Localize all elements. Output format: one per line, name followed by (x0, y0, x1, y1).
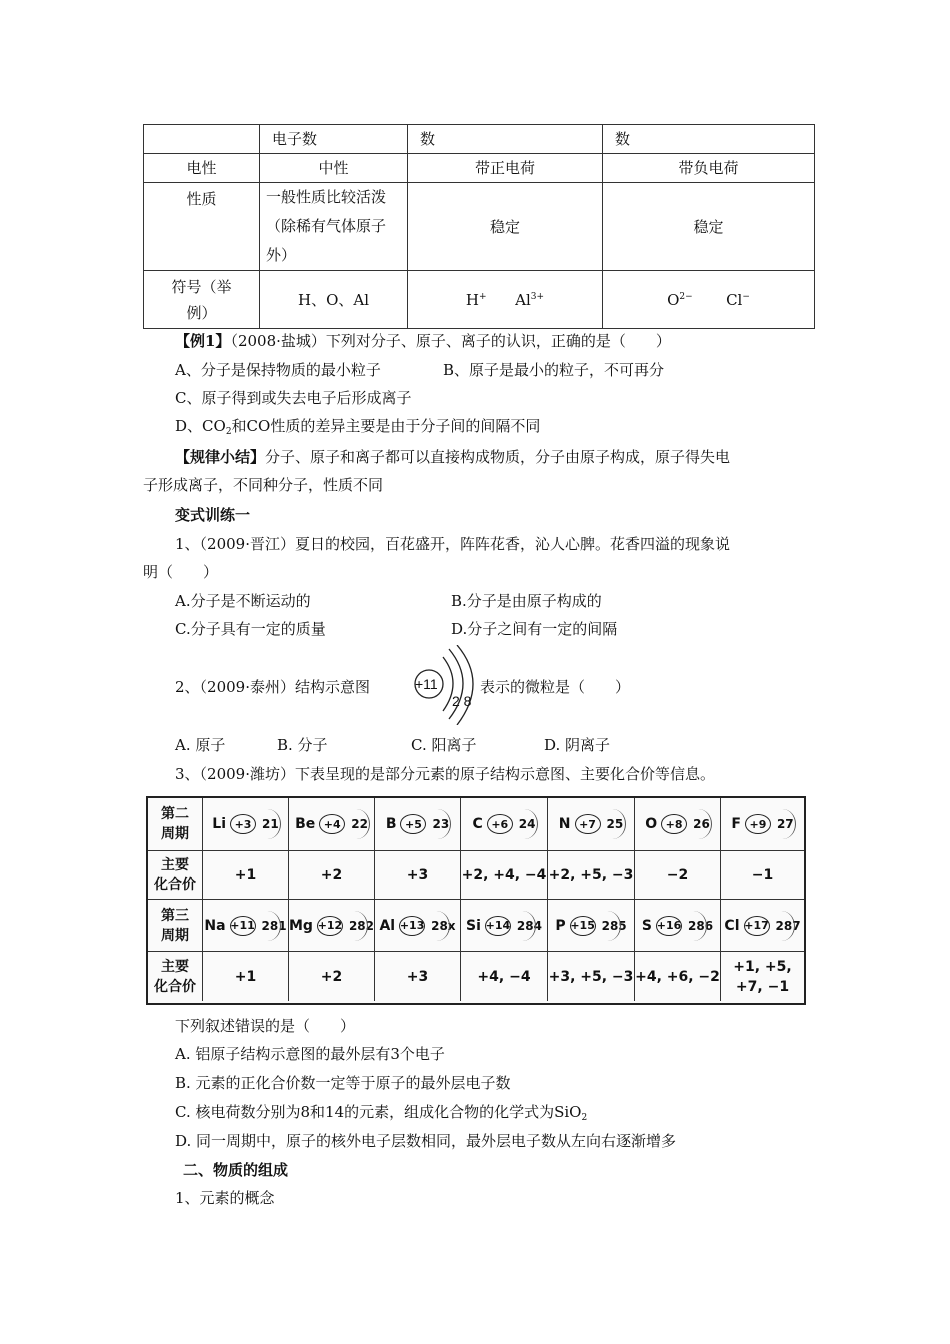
table-cell: 稳定 (603, 183, 815, 271)
element-cell-s (635, 900, 721, 951)
period2-row (148, 798, 804, 850)
ion-charge: 2− (679, 291, 693, 302)
table-cell: 中性 (260, 154, 408, 183)
q1-option-b: B.分子是由原子构成的 (451, 592, 602, 610)
option-d-text: D、CO (175, 417, 226, 435)
element-cell-p (548, 900, 635, 951)
valence-cell: +2 (289, 851, 375, 899)
shell-electrons: 281 (261, 918, 287, 933)
label-line: 主要 (161, 857, 189, 873)
table-cell (144, 271, 260, 329)
sodium-ion-structure-diagram (405, 645, 485, 725)
nucleus: +5 (400, 814, 426, 834)
table-cell (603, 271, 815, 329)
label-line: 周期 (161, 927, 189, 944)
nucleus: +4 (319, 814, 345, 834)
nucleus: +7 (575, 814, 601, 834)
q2-option-c: C. 阳离子 (411, 736, 477, 754)
shell-electrons: 284 (516, 918, 542, 933)
summary-line2: 子形成离子，不同种分子，性质不同 (143, 476, 384, 494)
q3-stem: 3、（2009·潍坊）下表呈现的是部分元素的原子结构示意图、主要化合价等信息。 (175, 765, 715, 783)
table-cell: 数 (603, 125, 815, 154)
valence-label (148, 851, 203, 899)
shell-electrons: 24 (518, 817, 536, 831)
subscript: 2 (225, 427, 232, 437)
electron-shell-arc (457, 645, 473, 725)
ion-symbol: Al (515, 290, 531, 309)
element-symbol: S (641, 917, 653, 934)
q2-stem-cont: 表示的微粒是（ ） (480, 678, 631, 696)
section-heading: 二、物质的组成 (183, 1161, 289, 1179)
valence-cell: +2 (289, 952, 375, 1001)
shell-electrons: 287 (775, 918, 801, 933)
valence-cell: +1 (203, 952, 289, 1001)
element-cell-be (289, 798, 375, 850)
table-cell (260, 183, 408, 271)
q2-option-a: A. 原子 (175, 736, 226, 754)
q1-option-a: A.分子是不断运动的 (175, 592, 311, 610)
label-line: 化合价 (154, 877, 196, 893)
element-symbol: O (645, 816, 658, 832)
element-symbol: B (385, 816, 397, 832)
valence-cell: +3 (375, 952, 461, 1001)
table-cell-line: 例） (186, 303, 217, 322)
ion-charge: − (742, 291, 750, 302)
valence-cell: +2, +5, −3 (548, 851, 635, 899)
element-symbol: Si (466, 917, 481, 934)
table-cell-line: （除稀有气体原子 (266, 217, 387, 235)
table-cell: 数 (408, 125, 603, 154)
subscript: 2 (581, 1113, 588, 1123)
ion-charge: + (479, 291, 487, 302)
table-cell: H、O、Al (260, 271, 408, 329)
example-stem (175, 330, 671, 351)
element-symbol: Al (379, 917, 396, 934)
ion-symbol: H (465, 290, 479, 309)
valence-cell: +4, −4 (461, 952, 548, 1001)
nucleus: +3 (230, 814, 256, 834)
valence-cell: +4, +6, −2 (635, 952, 721, 1001)
element-cell-b (375, 798, 461, 850)
nucleus: +16 (656, 916, 682, 936)
q1-option-c: C.分子具有一定的质量 (175, 620, 326, 638)
table-cell: 性质 (144, 183, 260, 271)
element-cell-al (375, 900, 461, 951)
shell-electrons: 21 (262, 817, 279, 831)
q3-option-a: A. 铝原子结构示意图的最外层有3个电子 (175, 1045, 445, 1063)
summary-line1 (175, 446, 730, 467)
valence-line: +1, +5, (733, 958, 792, 975)
table-cell-line: 一般性质比较活泼 (266, 188, 387, 206)
element-info-table (146, 796, 806, 1005)
nucleus: +12 (317, 916, 343, 936)
element-symbol: P (555, 917, 566, 934)
option-a: A、分子是保持物质的最小粒子 (175, 361, 381, 379)
option-d-text: 和CO性质的差异主要是由于分子间的间隔不同 (231, 417, 541, 435)
valence-cell: +3, +5, −3 (548, 952, 635, 1001)
q2-stem: 2、（2009·泰州）结构示意图 (175, 678, 370, 696)
valence-cell (721, 952, 804, 1001)
table-cell-line: 符号（举 (171, 277, 232, 296)
table-cell: 带负电荷 (603, 154, 815, 183)
element-symbol: Mg (289, 917, 313, 934)
element-cell-na (203, 900, 289, 951)
option-d (175, 415, 540, 436)
nucleus: +11 (230, 916, 256, 936)
shell-electrons: 25 (606, 817, 624, 831)
element-symbol: Be (295, 816, 316, 832)
q1-stem-cont: 明（ ） (143, 563, 219, 581)
shell-electrons: 282 (348, 918, 375, 933)
practice-title: 变式训练一 (175, 506, 251, 524)
element-symbol: Li (212, 816, 227, 832)
q2-option-d: D. 阴离子 (544, 736, 611, 754)
table-cell: 电性 (144, 154, 260, 183)
q2-option-b: B. 分子 (277, 736, 328, 754)
nucleus: +14 (485, 916, 511, 936)
summary-tag: 【规律小结】 (175, 448, 266, 466)
shell-electrons: 286 (688, 918, 714, 933)
ion-charge: 3+ (530, 291, 545, 302)
valence-cell: +3 (375, 851, 461, 899)
period3-row (148, 900, 804, 951)
label-line: 周期 (161, 826, 189, 842)
option-c: C、原子得到或失去电子后形成离子 (175, 389, 412, 407)
shell-electrons: 26 (693, 817, 710, 831)
table-cell: 带正电荷 (408, 154, 603, 183)
table-cell (408, 271, 603, 329)
valence-line: +7, −1 (735, 978, 790, 995)
element-cell-si (461, 900, 548, 951)
nucleus: +15 (570, 916, 596, 936)
electron-counts: 2 8 (452, 693, 472, 709)
shell-electrons: 285 (601, 918, 627, 933)
label-line: 主要 (161, 958, 189, 975)
particle-comparison-table (143, 124, 815, 329)
q3-option-c (175, 1101, 587, 1122)
element-symbol: Cl (724, 917, 740, 934)
table-cell: 电子数 (260, 125, 408, 154)
period3-label (148, 900, 203, 951)
shell-electrons: 27 (776, 817, 794, 831)
table-cell: 稳定 (408, 183, 603, 271)
element-symbol: C (472, 816, 483, 832)
element-cell-li (203, 798, 289, 850)
nucleus-charge: +11 (415, 676, 438, 692)
element-cell-n (548, 798, 635, 850)
shell-electrons: 28x (431, 918, 456, 933)
element-cell-o (635, 798, 721, 850)
summary-text: 分子、原子和离子都可以直接构成物质，分子由原子构成，原子得失电 (265, 448, 731, 466)
nucleus: +9 (745, 814, 771, 834)
nucleus: +13 (399, 916, 425, 936)
valence-cell: −2 (635, 851, 721, 899)
q3-prompt: 下列叙述错误的是（ ） (175, 1017, 356, 1035)
example-tag: 【例1】 (175, 332, 231, 350)
q1-stem: 1、（2009·晋江）夏日的校园，百花盛开，阵阵花香，沁人心脾。花香四溢的现象说 (175, 535, 730, 553)
q3-option-b: B. 元素的正化合价数一定等于原子的最外层电子数 (175, 1074, 511, 1092)
element-cell-cl (721, 900, 804, 951)
element-symbol: N (558, 816, 571, 832)
element-cell-c (461, 798, 548, 850)
valence3-row (148, 952, 804, 1001)
shell-electrons: 22 (351, 817, 368, 831)
ion-symbol: Cl (726, 290, 743, 309)
q1-option-d: D.分子之间有一定的间隔 (451, 620, 618, 638)
nucleus: +8 (661, 814, 687, 834)
period2-label (148, 798, 203, 850)
element-symbol: F (731, 816, 741, 832)
label-line: 第三 (161, 907, 189, 924)
nucleus: +17 (744, 916, 770, 936)
valence-cell: +1 (203, 851, 289, 899)
q3-option-d: D. 同一周期中，原子的核外电子层数相同，最外层电子数从左向右逐渐增多 (175, 1132, 677, 1150)
element-cell-f (721, 798, 804, 850)
valence2-row (148, 851, 804, 899)
option-b: B、原子是最小的粒子，不可再分 (443, 361, 665, 379)
ion-symbol: O (667, 290, 680, 309)
q3-option-c-text: C. 核电荷数分别为8和14的元素，组成化合物的化学式为SiO (175, 1103, 582, 1121)
label-line: 化合价 (154, 978, 196, 995)
shell-electrons: 23 (432, 817, 450, 831)
valence-cell: −1 (751, 867, 774, 883)
table-cell-line: 外） (266, 246, 297, 264)
element-symbol: Na (204, 917, 226, 934)
element-cell-mg (289, 900, 375, 951)
section-item: 1、元素的概念 (175, 1189, 275, 1207)
nucleus: +6 (487, 814, 513, 834)
label-line: 第二 (161, 806, 189, 822)
example-question: （2008·盐城）下列对分子、原子、离子的认识，正确的是（ ） (230, 332, 671, 350)
table-cell (144, 125, 260, 154)
valence-cell: +2, +4, −4 (461, 851, 548, 899)
valence-label (148, 952, 203, 1001)
